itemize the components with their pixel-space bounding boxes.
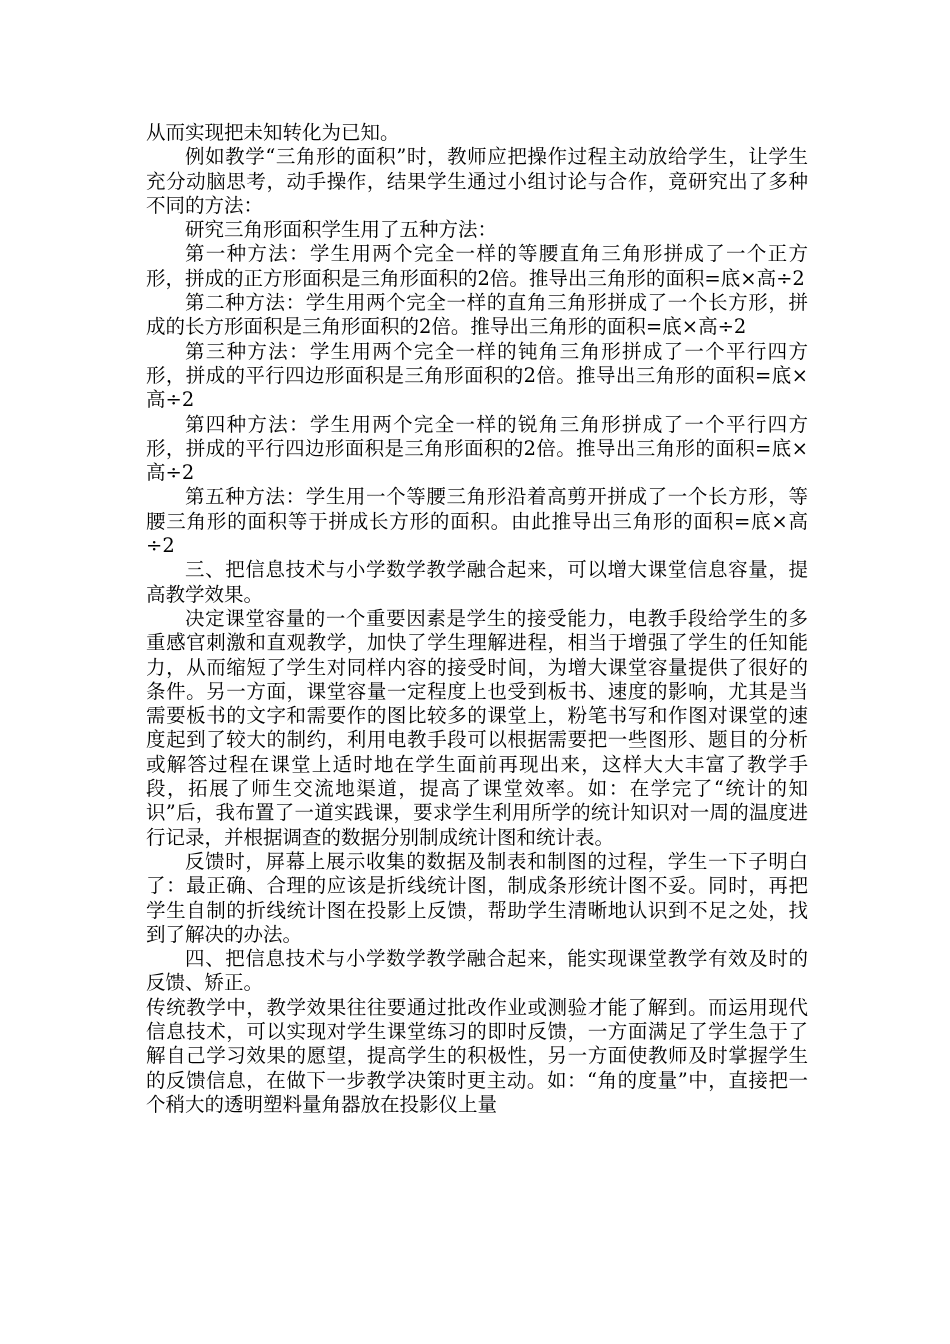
paragraph: 反馈时，屏幕上展示收集的数据及制表和制图的过程，学生一下子明白了：最正确、合理的应该是折线统计图，制成条形统计图不妥。同时，再把学生自制的折线统计图在投影上反馈，帮助学生清晰地认识到不足之处，找到了解决的办法。 — [146, 849, 808, 946]
paragraph: 传统教学中，教学效果往往要通过批改作业或测验才能了解到。而运用现代信息技术，可以实现对学生课堂练习的即时反馈，一方面满足了学生急于了解自己学习效果的愿望，提高学生的积极性，另一方面使教师及时掌握学生的反馈信息，在做下一步教学决策时更主动。如：“角的度量”中，直接把一个稍大的透明塑料量角器放在投影仪上量 — [146, 995, 808, 1116]
paragraph: 决定课堂容量的一个重要因素是学生的接受能力，电教手段给学生的多重感官刺激和直观教学，加快了学生理解进程，相当于增强了学生的任知能力，从而缩短了学生对同样内容的接受时间，为增大课堂容量提供了很好的条件。另一方面，课堂容量一定程度上也受到板书、速度的影响，尤其是当需要板书的文字和需要作的图比较多的课堂上，粉笔书写和作图对课堂的速度起到了较大的制约，利用电教手段可以根据需要把一些图形、题目的分析或解答过程在课堂上适时地在学生面前再现出来，这样大大丰富了教学手段，拓展了师生交流地渠道，提高了课堂效率。如：在学完了“统计的知识”后，我布置了一道实践课，要求学生利用所学的统计知识对一周的温度进行记录，并根据调查的数据分别制成统计图和统计表。 — [146, 606, 808, 849]
paragraph: 第三种方法：学生用两个完全一样的钝角三角形拼成了一个平行四方形，拼成的平行四边形面积是三角形面积的2倍。推导出三角形的面积=底×高÷2 — [146, 339, 808, 412]
paragraph: 第二种方法：学生用两个完全一样的直角三角形拼成了一个长方形，拼成的长方形面积是三角形面积的2倍。推导出三角形的面积=底×高÷2 — [146, 291, 808, 339]
paragraph: 从而实现把未知转化为已知。 — [146, 121, 400, 144]
section-heading: 四、把信息技术与小学数学教学融合起来，能实现课堂教学有效及时的反馈、矫正。 — [146, 947, 808, 995]
section-heading: 三、把信息技术与小学数学教学融合起来，可以增大课堂信息容量，提高教学效果。 — [146, 558, 808, 606]
paragraph: 第四种方法：学生用两个完全一样的锐角三角形拼成了一个平行四方形，拼成的平行四边形面积是三角形面积的2倍。推导出三角形的面积=底×高÷2 — [146, 412, 808, 485]
paragraph: 第五种方法：学生用一个等腰三角形沿着高剪开拼成了一个长方形，等腰三角形的面积等于拼成长方形的面积。由此推导出三角形的面积=底×高÷2 — [146, 485, 808, 558]
paragraph: 研究三角形面积学生用了五种方法： — [185, 218, 498, 242]
document-body — [146, 121, 808, 1117]
paragraph: 例如教学“三角形的面积”时，教师应把操作过程主动放给学生，让学生充分动脑思考，动手操作，结果学生通过小组讨论与合作，竟研究出了多种不同的方法： — [146, 145, 808, 217]
paragraph: 第一种方法：学生用两个完全一样的等腰直角三角形拼成了一个正方形，拼成的正方形面积是三角形面积的2倍。推导出三角形的面积=底×高÷2 — [146, 242, 808, 290]
